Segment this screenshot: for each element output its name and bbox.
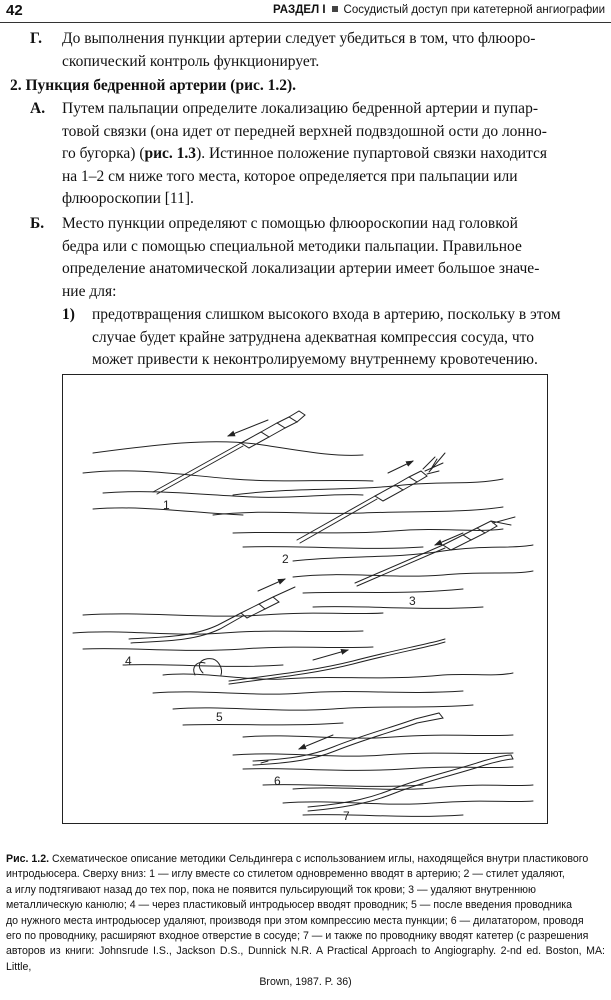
page-header [0,0,611,22]
a-line-3 [62,143,605,166]
page-number: 42 [6,2,23,19]
b1-line-2: случае будет крайне затруднена адекватная компрессия сосуда, что [92,328,534,346]
caption-line-1-text: Схематическое описание методики Сельдингера с использованием иглы, находящейся внутри пластикового [51,853,589,865]
a-line-2: товой связки (она идет от передней верхней подвздошной ости до лонно- [62,122,547,140]
step-label-6: 6 [274,774,281,788]
step-label-7: 7 [343,809,350,823]
item-b1 [92,304,605,372]
caption-line-5: до нужного места интродьюсер удаляют, производя при этом компрессию места пункции; 6 — дилататором, проводя [6,914,584,927]
step-label-4: 4 [125,654,132,668]
caption-line-1 [6,852,605,867]
item-b [62,213,605,303]
step-label-1: 1 [163,498,170,512]
item-marker-a: А. [30,100,46,117]
b1-line-3: может привести к неконтролируемому внутреннему кровотечению. [92,351,538,369]
subsection-heading: 2. Пункция бедренной артерии (рис. 1.2). [10,77,297,94]
step-label-2: 2 [282,552,289,566]
b-line-2: бедра или с помощью специальной методики пальпации. Правильное [62,237,522,255]
caption-line-4: металлическую канюлю; 4 — через пластиковый интродьюсер вводят проводник; 5 — после введения проводника [6,899,573,912]
b-line-4: ние для: [62,282,117,300]
running-head [273,4,605,16]
b-line-3: определение анатомической локализации артерии имеет большое значе- [62,260,540,278]
caption-line-8: Brown, 1987. P. 36) [259,976,352,989]
figure-seldinger-technique [62,374,548,824]
caption-label: Рис. 1.2. [6,853,50,865]
step-5-introducer-removed [153,639,513,725]
item-g [62,28,605,73]
section-label: РАЗДЕЛ I [273,4,326,16]
a-line-5: флюороскопии [11]. [62,190,194,208]
figure-illustration [63,375,547,823]
a-line-4: на 1–2 см ниже того места, которое определяется при пальпации или [62,167,518,185]
item-marker-b1: 1) [62,306,75,323]
item-a [62,98,605,211]
a-line-3-end: ). Истинное положение пупартовой связки находится [196,145,548,163]
square-bullet-icon [332,6,338,12]
figure-reference: рис. 1.3 [144,145,197,163]
step-label-3: 3 [409,594,416,608]
b1-line-1: предотвращения слишком высокого входа в артерию, поскольку в этом [92,306,561,323]
caption-line-2: интродьюсера. Сверху вниз: 1 — иглу вместе со стилетом одновременно вводят в артерию; 2 — стилет удаляют, [6,868,565,881]
header-rule [0,22,611,23]
a-line-1: Путем пальпации определите локализацию бедренной артерии и пупар- [62,100,538,117]
item-marker-b: Б. [30,215,45,232]
caption-line-7: авторов из книги: Johnsrude I.S., Jackson D.S., Dunnick N.R. A Practical Approach to Angiography. 2-nd ed. Boston, MA: Little, [6,945,605,973]
g-line-2: скопический контроль функционирует. [62,52,320,70]
caption-line-6: его по проводнику, расширяют входное отверстие в сосуде; 7 — и также по проводнику вводят катетер (с разрешения [6,930,589,943]
b-line-1: Место пункции определяют с помощью флюороскопии над головкой [62,215,518,232]
step-1-needle-entry [83,411,373,515]
figure-caption [6,852,605,991]
step-label-5: 5 [216,710,223,724]
item-marker-g: Г. [30,30,42,47]
a-line-3-start: го бугорка) ( [62,145,145,163]
g-line-1: До выполнения пункции артерии следует убедиться в том, что флюоро- [62,30,536,47]
section-title: Сосудистый доступ при катетерной ангиографии [343,4,605,16]
caption-line-3: а иглу подтягивают назад до тех пор, пока не появится пульсирующий ток крови; 3 — удаляют внутреннюю [6,883,536,896]
